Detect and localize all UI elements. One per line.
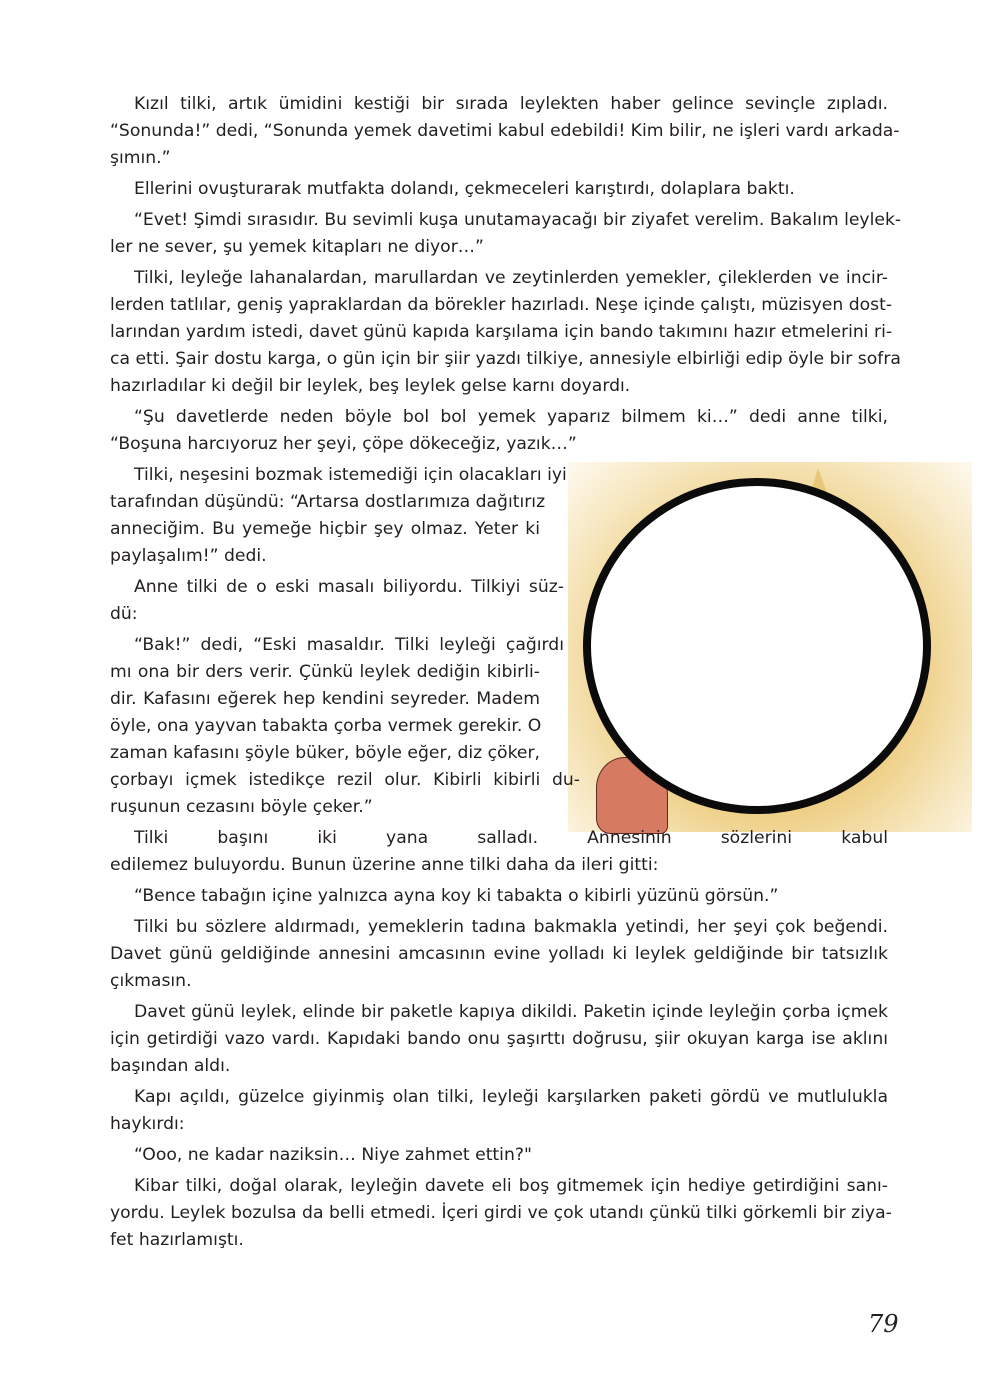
text-line: “Ooo, ne kadar naziksin… Niye zahmet ettin?"	[134, 1145, 532, 1165]
text-line: Kızıl tilki, artık ümidini kestiği bir sırada leylekten haber gelince sevinçle zıpladı.	[134, 94, 888, 114]
text-line: fet hazırlamıştı.	[110, 1230, 244, 1250]
text-line: anneciğim. Bu yemeğe hiçbir şey olmaz. Yeter ki	[110, 519, 540, 539]
paragraph	[110, 265, 901, 400]
text-line: öyle, ona yayvan tabakta çorba vermek gerekir. O	[110, 716, 542, 736]
text-line: “Evet! Şimdi sırasıdır. Bu sevimli kuşa unutamayacağı bir ziyafet verelim. Bakalım leylek-	[134, 210, 902, 230]
text-line: çıkmasın.	[110, 971, 192, 991]
text-line: yordu. Leylek bozulsa da belli etmedi. İçeri girdi ve çok utandı çünkü tilki görkemli bir ziya-	[110, 1203, 892, 1223]
text-line: başından aldı.	[110, 1056, 231, 1076]
text-line: ler ne sever, şu yemek kitapları ne diyor…”	[110, 237, 484, 257]
paragraph	[110, 404, 888, 458]
text-line: “Şu davetlerde neden böyle bol bol yemek yaparız bilmem ki…” dedi anne tilki,	[134, 407, 888, 427]
text-line: ca etti. Şair dostu karga, o gün için bir şiir yazdı tilkiye, annesiyle elbirliği edip öyle bir sofra	[110, 349, 901, 369]
paragraph	[110, 883, 888, 910]
text-line: “Bence tabağın içine yalnızca ayna koy ki tabakta o kibirli yüzünü görsün.”	[134, 886, 779, 906]
text-line: tarafından düşündü: “Artarsa dostlarımıza dağıtırız	[110, 492, 546, 512]
text-line: mı ona bir ders verir. Çünkü leylek dediğin kibirli-	[110, 662, 540, 682]
text-line: Kibar tilki, doğal olarak, leyleğin davete eli boş gitmemek için hediye getirdiğini sanı-	[134, 1176, 888, 1196]
text-line: Anne tilki de o eski masalı biliyordu. Tilkiyi süz-	[134, 577, 564, 597]
text-line: Davet günü geldiğinde annesini amcasının evine yolladı ki leylek geldiğinde bir tatsızlık	[110, 944, 888, 964]
paragraph	[110, 176, 888, 203]
paragraph	[110, 914, 888, 995]
text-line: haykırdı:	[110, 1114, 185, 1134]
text-line: için getirdiği vazo vardı. Kapıdaki bando onu şaşırttı doğrusu, şiir okuyan karga ise aklını	[110, 1029, 888, 1049]
text-line: dü:	[110, 604, 138, 624]
text-line: Kapı açıldı, güzelce giyinmiş olan tilki, leyleği karşılarken paketi gördü ve mutlulukla	[134, 1087, 888, 1107]
text-line: paylaşalım!” dedi.	[110, 546, 267, 566]
paragraph	[110, 207, 902, 261]
page-number: 79	[868, 1310, 899, 1338]
text-line: “Boşuna harcıyoruz her şeyi, çöpe dökeceğiz, yazık…”	[110, 434, 577, 454]
text-line: Tilki başını iki yana salladı. Annesinin sözlerini kabul	[134, 828, 888, 848]
redaction-circle	[583, 478, 931, 814]
text-line: Davet günü leylek, elinde bir paketle kapıya dikildi. Paketin içinde leyleğin çorba içmek	[134, 1002, 888, 1022]
text-line: lerden tatlılar, geniş yapraklardan da börekler hazırladı. Neşe içinde çalıştı, müzisyen dost-	[110, 295, 893, 315]
text-line: zaman kafasını şöyle büker, böyle eğer, diz çöker,	[110, 743, 541, 763]
paragraph	[110, 1084, 888, 1138]
text-line: şımın.”	[110, 148, 171, 168]
paragraph	[110, 91, 900, 172]
text-line: çorbayı içmek istedikçe rezil olur. Kibirli kibirli du-	[110, 770, 580, 790]
text-line: edilemez buluyordu. Bunun üzerine anne tilki daha da ileri gitti:	[110, 855, 659, 875]
text-line: “Bak!” dedi, “Eski masaldır. Tilki leyleği çağırdı	[134, 635, 564, 655]
text-line: dir. Kafasını eğerek hep kendini seyreder. Madem	[110, 689, 540, 709]
text-line: Tilki, neşesini bozmak istemediği için olacakları iyi	[134, 465, 567, 485]
text-line: “Sonunda!” dedi, “Sonunda yemek davetimi kabul edebildi! Kim bilir, ne işleri vardı arkada-	[110, 121, 900, 141]
text-line: Ellerini ovuşturarak mutfakta dolandı, çekmeceleri karıştırdı, dolaplara baktı.	[134, 179, 795, 199]
paragraph	[110, 1173, 892, 1254]
text-line: ruşunun cezasını böyle çeker.”	[110, 797, 373, 817]
paragraph	[110, 999, 888, 1080]
text-line: Tilki bu sözlere aldırmadı, yemeklerin tadına bakmakla yetindi, her şeyi çok beğendi.	[134, 917, 888, 937]
text-line: larından yardım istedi, davet günü kapıda karşılama için bando takımını hazır etmelerini ri-	[110, 322, 893, 342]
text-line: hazırladılar ki değil bir leylek, beş leylek gelse karnı doyardı.	[110, 376, 631, 396]
paragraph	[110, 1142, 888, 1169]
text-line: Tilki, leyleğe lahanalardan, marullardan ve zeytinlerden yemekler, çileklerden ve incir-	[134, 268, 888, 288]
paragraph	[110, 825, 888, 879]
